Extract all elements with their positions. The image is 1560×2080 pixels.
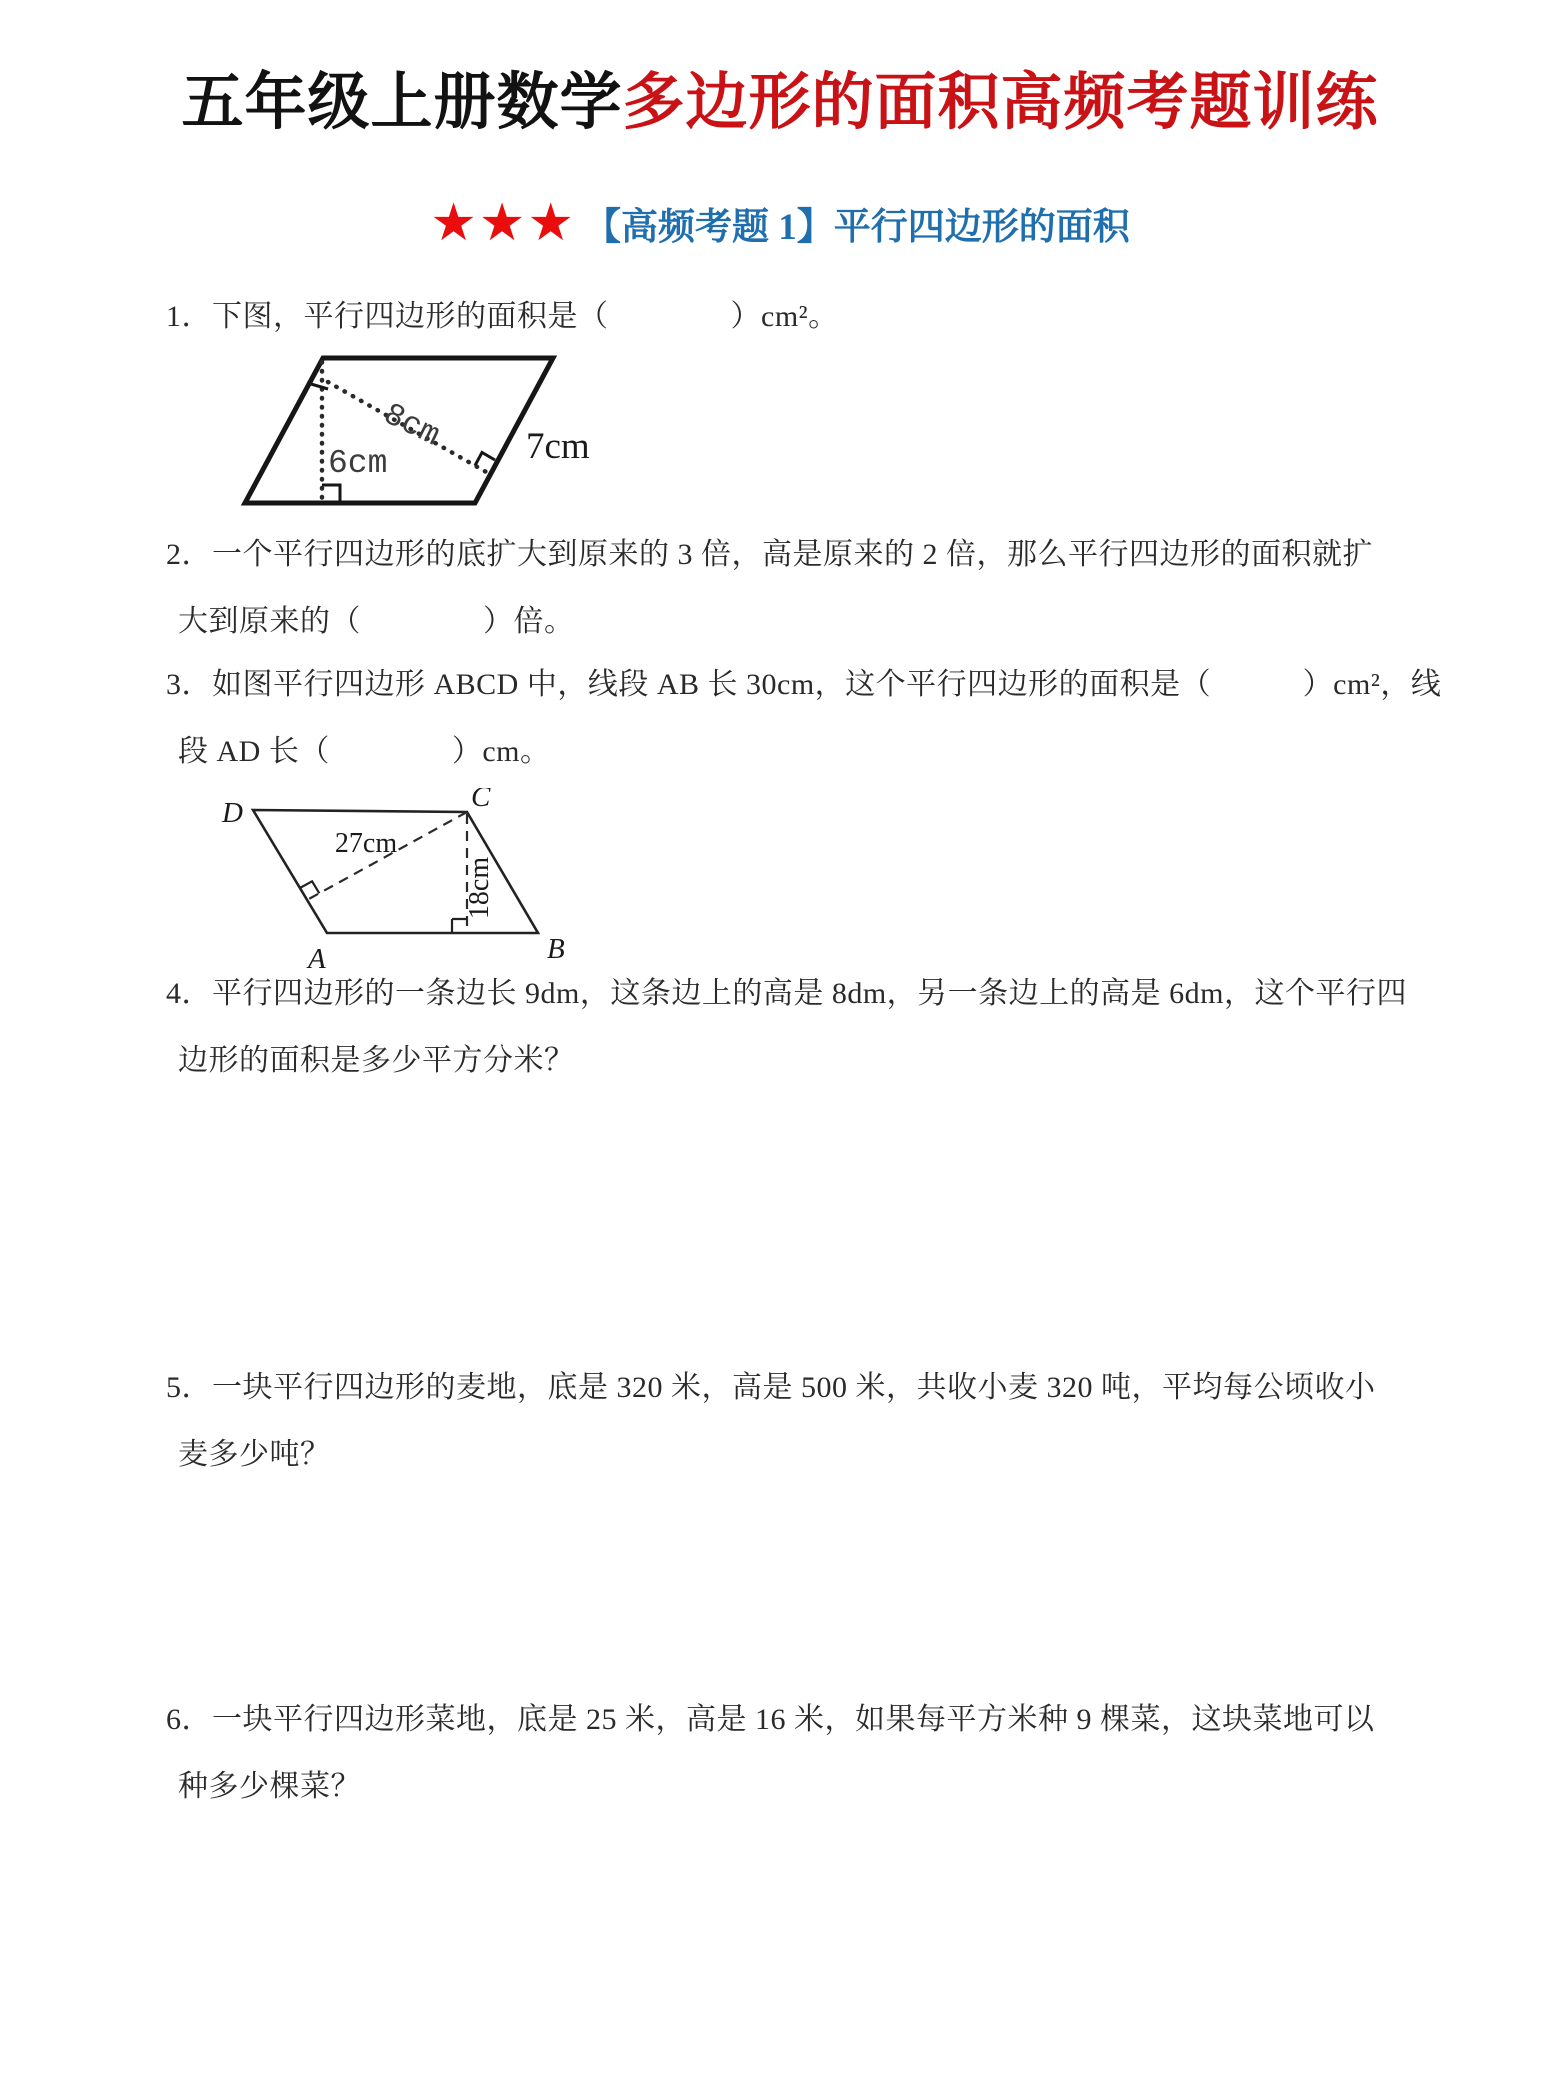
right-angle-marker-side bbox=[475, 453, 495, 466]
question-4 bbox=[166, 979, 1426, 1076]
question-1 bbox=[166, 302, 1426, 332]
page-title bbox=[0, 52, 1560, 141]
star-icons: ★★★ bbox=[430, 193, 577, 253]
question-3-line-1: 3．如图平行四边形 ABCD 中，线段 AB 长 30cm，这个平行四边形的面积是（ ）cm²，线 bbox=[166, 668, 1442, 701]
parallelogram-abcd-drawing bbox=[170, 788, 600, 980]
question-3-line-2: 段 AD 长（ ）cm。 bbox=[178, 735, 551, 768]
question-2-line-2: 大到原来的（ ）倍。 bbox=[178, 605, 575, 638]
vertex-label-a: A bbox=[308, 943, 326, 975]
question-5-line-2: 麦多少吨？ bbox=[178, 1438, 331, 1471]
figure-parallelogram-abcd bbox=[170, 788, 600, 980]
question-6-line-1: 6．一块平行四边形菜地，底是 25 米，高是 16 米，如果每平方米种 9 棵菜，这块菜地可以 bbox=[166, 1703, 1375, 1736]
right-angle-marker-base bbox=[322, 485, 340, 503]
vertex-label-d: D bbox=[222, 797, 243, 829]
question-1-line-1: 1．下图，平行四边形的面积是（ ）cm²。 bbox=[166, 300, 839, 333]
question-6-line-2: 种多少棵菜？ bbox=[178, 1770, 361, 1803]
label-8cm: 8cm bbox=[377, 395, 446, 455]
vertex-label-b: B bbox=[547, 933, 565, 965]
question-6 bbox=[166, 1705, 1426, 1802]
section-heading-text: 【高频考题 1】平行四边形的面积 bbox=[584, 207, 1130, 248]
figure-parallelogram-1 bbox=[178, 346, 618, 521]
question-3 bbox=[166, 668, 1442, 768]
right-angle-marker-ab bbox=[452, 919, 467, 933]
label-6cm: 6cm bbox=[328, 445, 388, 482]
question-4-line-1: 4．平行四边形的一条边长 9dm，这条边上的高是 8dm，另一条边上的高是 6dm，这个平行四 bbox=[166, 977, 1408, 1010]
title-red-part: 多边形的面积高频考题训练 bbox=[622, 68, 1379, 137]
question-4-line-2: 边形的面积是多少平方分米？ bbox=[178, 1044, 575, 1077]
angle-tick bbox=[311, 384, 328, 389]
question-5 bbox=[166, 1373, 1426, 1470]
parallelogram-1-drawing bbox=[178, 346, 618, 521]
question-2 bbox=[166, 540, 1426, 637]
title-black-part: 五年级上册数学 bbox=[181, 68, 623, 137]
section-heading bbox=[0, 193, 1560, 253]
question-5-line-1: 5．一块平行四边形的麦地，底是 320 米，高是 500 米，共收小麦 320 吨，平均每公顷收小 bbox=[166, 1371, 1376, 1404]
label-7cm: 7cm bbox=[526, 426, 590, 467]
label-27cm: 27cm bbox=[334, 828, 398, 859]
label-18cm: 18cm bbox=[464, 856, 495, 920]
vertex-label-c: C bbox=[471, 788, 491, 813]
question-2-line-1: 2．一个平行四边形的底扩大到原来的 3 倍，高是原来的 2 倍，那么平行四边形的面积就扩 bbox=[166, 538, 1373, 571]
